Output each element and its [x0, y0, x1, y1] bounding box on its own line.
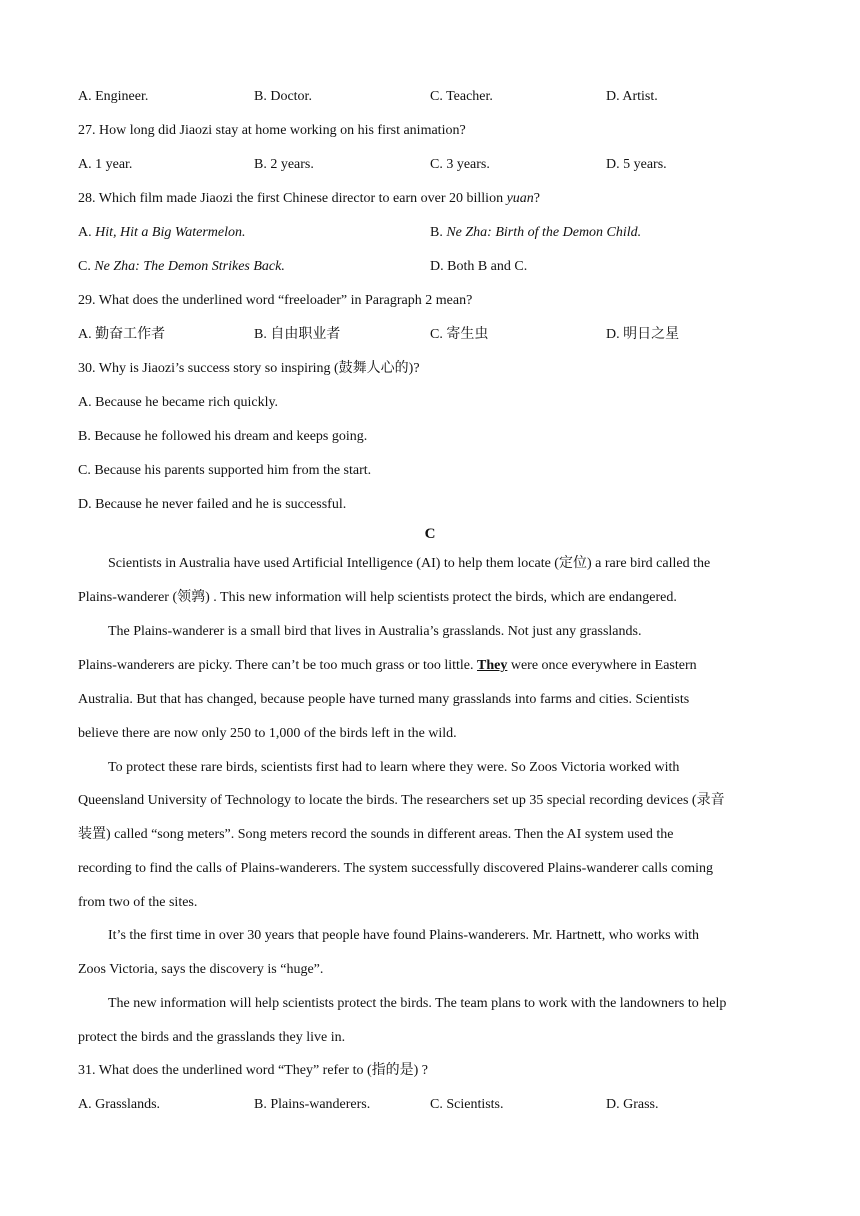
passage-line: 装置) called “song meters”. Song meters record the sounds in different areas. Then the AI system used the [78, 827, 674, 842]
passage-line: Plains-wanderer (领鹑) . This new information will help scientists protect the birds, which are endangered. [78, 590, 677, 605]
passage-text: Plains-wanderers are picky. There can’t be too much grass or too little. [78, 658, 478, 673]
passage-line: Scientists in Australia have used Artificial Intelligence (AI) to help them locate (定位) a rare bird called the [108, 556, 711, 571]
passage-line: Australia. But that has changed, because people have turned many grasslands into farms and cities. Scientists [78, 692, 690, 707]
passage-line: protect the birds and the grasslands they live in. [78, 1030, 346, 1045]
passage-line: believe there are now only 250 to 1,000 of the birds left in the wild. [78, 726, 457, 741]
q28-option-b [430, 224, 641, 242]
q28-question-text: 28. Which film made Jiaozi the first Chinese director to earn over 20 billion [78, 191, 507, 206]
q31-option-c: C. Scientists. [430, 1097, 504, 1112]
q31-option-d: D. Grass. [606, 1097, 659, 1112]
q27-option-b: B. 2 years. [254, 157, 314, 172]
passage-line: The Plains-wanderer is a small bird that lives in Australia’s grasslands. Not just any grasslands. [108, 624, 642, 639]
q28-option-c-prefix: C. [78, 259, 95, 274]
q31-option-b: B. Plains-wanderers. [254, 1097, 371, 1112]
passage-line: from two of the sites. [78, 895, 198, 910]
q29-option-b: B. 自由职业者 [254, 327, 341, 342]
q27-option-c: C. 3 years. [430, 157, 490, 172]
section-c-title: C [424, 526, 436, 542]
passage-line: It’s the first time in over 30 years that people have found Plains-wanderers. Mr. Hartnett, who works with [108, 928, 699, 943]
q28-question-mark: ? [533, 191, 541, 206]
underlined-word-they: They [477, 658, 508, 673]
q26-option-b: B. Doctor. [254, 89, 312, 104]
q26-option-a: A. Engineer. [78, 89, 149, 104]
q29-option-d: D. 明日之星 [606, 327, 680, 342]
q28-option-c [78, 258, 285, 276]
q26-option-c: C. Teacher. [430, 89, 493, 104]
q28-question [78, 190, 540, 208]
passage-text: were once everywhere in Eastern [507, 658, 697, 673]
q28-option-a-title: Hit, Hit a Big Watermelon. [95, 225, 246, 240]
q30-option-a: A. Because he became rich quickly. [78, 395, 279, 410]
q29-option-c: C. 寄生虫 [430, 327, 489, 342]
q27-option-a: A. 1 year. [78, 157, 133, 172]
passage-line: The new information will help scientists protect the birds. The team plans to work with the landowners to help [108, 996, 727, 1011]
q26-option-d: D. Artist. [606, 89, 658, 104]
q28-question-yuan: yuan [506, 191, 534, 206]
passage-line [78, 657, 697, 675]
q30-question: 30. Why is Jiaozi’s success story so inspiring (鼓舞人心的)? [78, 361, 420, 376]
passage-line: To protect these rare birds, scientists first had to learn where they were. So Zoos Victoria worked with [108, 760, 680, 775]
q27-option-d: D. 5 years. [606, 157, 667, 172]
q28-option-a-prefix: A. [78, 225, 96, 240]
q30-option-b: B. Because he followed his dream and keeps going. [78, 429, 368, 444]
q27-question: 27. How long did Jiaozi stay at home working on his first animation? [78, 123, 466, 138]
q29-question: 29. What does the underlined word “freeloader” in Paragraph 2 mean? [78, 293, 473, 308]
q31-option-a: A. Grasslands. [78, 1097, 161, 1112]
q28-option-d: D. Both B and C. [430, 259, 528, 274]
q28-option-b-title: Ne Zha: Birth of the Demon Child. [446, 225, 642, 240]
passage-line: Queensland University of Technology to locate the birds. The researchers set up 35 special recording devices (录音 [78, 793, 725, 808]
passage-line: Zoos Victoria, says the discovery is “huge”. [78, 962, 324, 977]
passage-line: recording to find the calls of Plains-wanderers. The system successfully discovered Plains-wanderer calls coming [78, 861, 714, 876]
q30-option-d: D. Because he never failed and he is successful. [78, 497, 347, 512]
q30-option-c: C. Because his parents supported him from the start. [78, 463, 372, 478]
q28-option-b-prefix: B. [430, 225, 447, 240]
q28-option-c-title: Ne Zha: The Demon Strikes Back. [94, 259, 285, 274]
q31-question: 31. What does the underlined word “They” refer to (指的是) ? [78, 1063, 429, 1078]
q29-option-a: A. 勤奋工作者 [78, 327, 166, 342]
q28-option-a [78, 224, 246, 242]
